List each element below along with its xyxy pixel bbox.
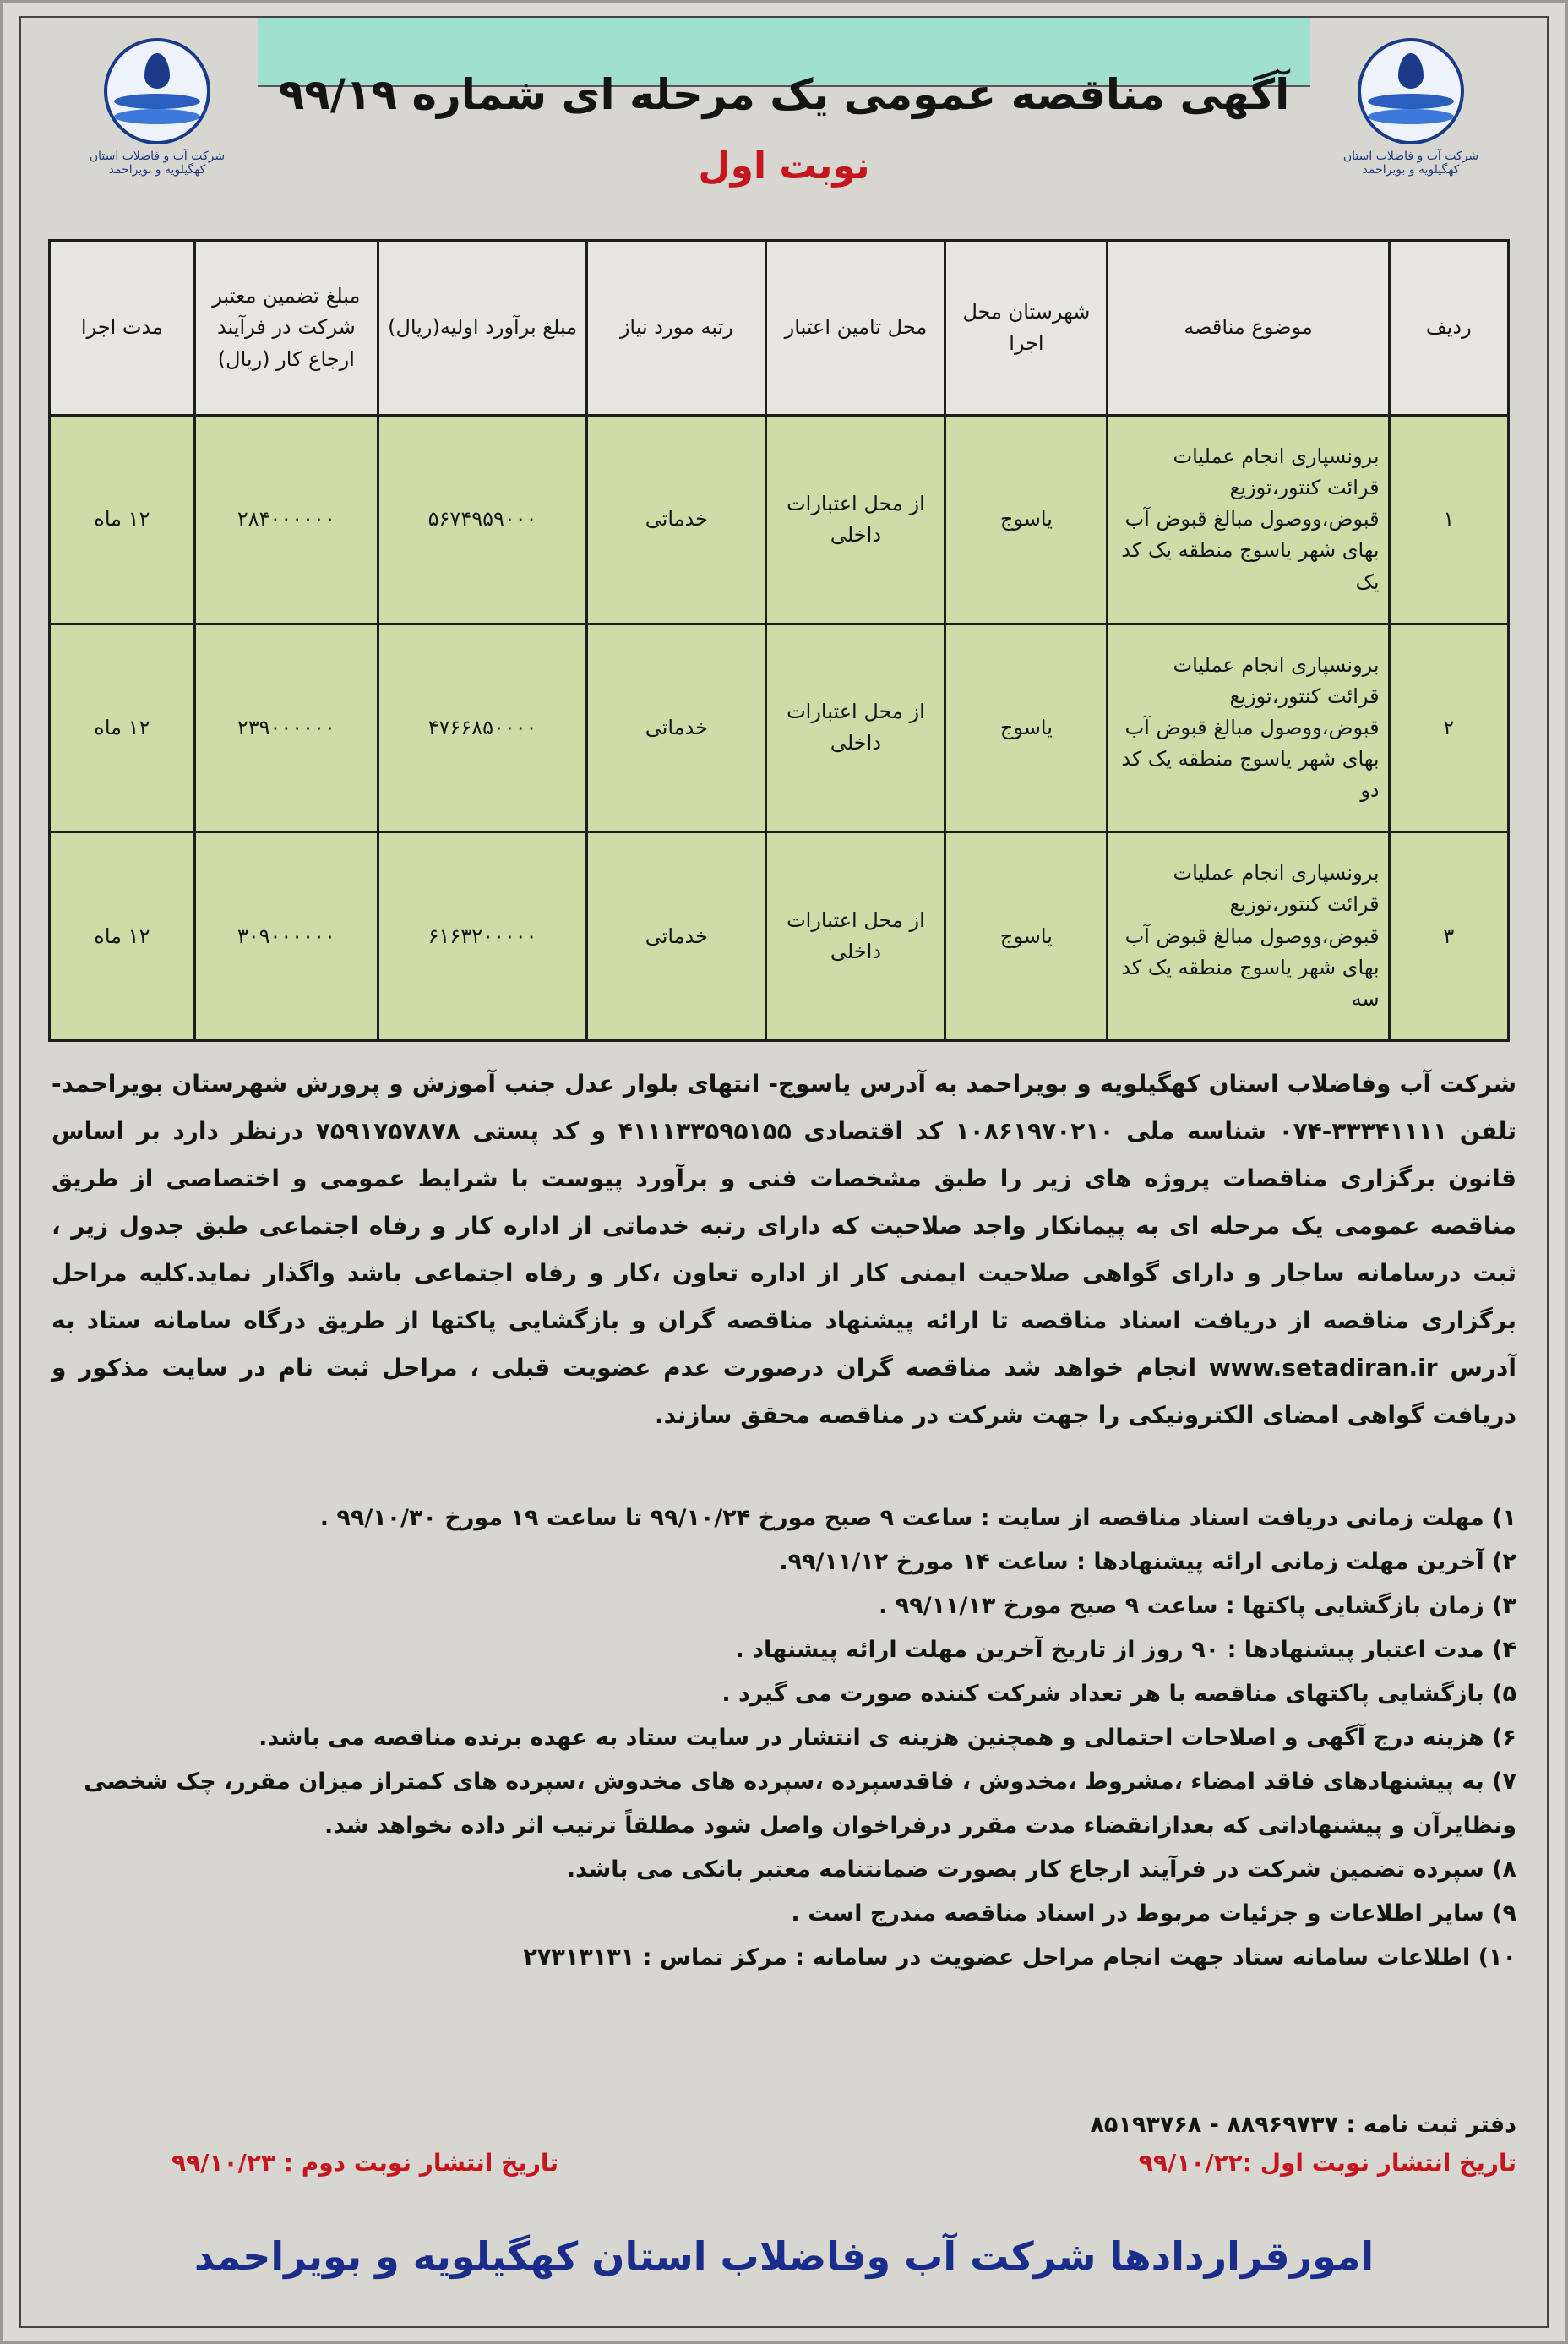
column-header: رتبه مورد نیاز [587, 241, 766, 416]
duration: ۱۲ ماه [50, 416, 195, 624]
tender-subject: برونسپاری انجام عملیات قرائت کنتور،توزیع قبوض،ووصول مبالغ قبوض آب بهای شهر یاسوج منطقه یک کد یک [1108, 416, 1389, 624]
list-item: ۶) هزینه درج آگهی و اصلاحات احتمالی و همچنین هزینه ی انتشار در سایت ستاد به عهده برنده مناقصه می باشد. [259, 1725, 1516, 1751]
column-header: ردیف [1389, 241, 1508, 416]
funding-source: از محل اعتبارات داخلی [766, 832, 945, 1041]
execution-city: یاسوج [945, 624, 1108, 832]
execution-city: یاسوج [945, 416, 1108, 624]
table-row [50, 416, 1509, 624]
water-logo-icon [104, 38, 210, 144]
tender-table [48, 239, 1510, 1042]
funding-source: از محل اعتبارات داخلی [766, 624, 945, 832]
tender-subject: برونسپاری انجام عملیات قرائت کنتور،توزیع قبوض،ووصول مبالغ قبوض آب بهای شهر یاسوج منطقه یک کد سه [1108, 832, 1389, 1041]
first-publication-date: تاریخ انتشار نوبت اول :۹۹/۱۰/۲۲ [1138, 2149, 1516, 2177]
guarantee-amount: ۲۸۴۰۰۰۰۰۰ [194, 416, 378, 624]
list-item: ۱) مهلت زمانی دریافت اسناد مناقصه از سایت : ساعت ۹ صبح مورخ ۹۹/۱۰/۲۴ تا ساعت ۱۹ مورخ ۹۹/۱۰/۳۰ . [319, 1505, 1516, 1531]
list-item: ۳) زمان بازگشایی پاکتها : ساعت ۹ صبح مورخ ۹۹/۱۱/۱۳ . [879, 1593, 1516, 1619]
list-item: ۵) بازگشایی پاکتهای مناقصه با هر تعداد شرکت کننده صورت می گیرد . [721, 1681, 1516, 1707]
column-header: مبلغ تضمین معتبر شرکت در فرآیند ارجاع کار (ریال) [194, 241, 378, 416]
company-logo-right [1331, 38, 1491, 177]
duration: ۱۲ ماه [50, 624, 195, 832]
required-rank: خدماتی [587, 624, 766, 832]
logo-caption-left: شرکت آب و فاضلاب استان کهگیلویه و بویراحمد [89, 150, 226, 177]
estimate-amount: ۴۷۶۶۸۵۰۰۰۰ [378, 624, 586, 832]
list-item: ۱۰) اطلاعات سامانه ستاد جهت انجام مراحل عضویت در سامانه : مرکز تماس : ۲۷۳۱۳۱۳۱ [523, 1944, 1516, 1971]
funding-source: از محل اعتبارات داخلی [766, 416, 945, 624]
column-header: مبلغ برآورد اولیه(ریال) [378, 241, 586, 416]
estimate-amount: ۵۶۷۴۹۵۹۰۰۰ [378, 416, 586, 624]
estimate-amount: ۶۱۶۳۲۰۰۰۰۰ [378, 832, 586, 1041]
footer-signature: امورقراردادها شرکت آب وفاضلاب استان کهگیلویه و بویراحمد [193, 2233, 1375, 2279]
ad-body-paragraph [52, 1060, 1516, 1439]
setad-url-link[interactable]: www.setadiran.ir [1208, 1354, 1438, 1382]
water-logo-icon [1358, 38, 1464, 144]
table-header-row [50, 241, 1509, 416]
list-item: ۲) آخرین مهلت زمانی ارائه پیشنهادها : ساعت ۱۴ مورخ ۹۹/۱۱/۱۲. [779, 1549, 1516, 1575]
column-header: مدت اجرا [50, 241, 195, 416]
ad-title: آگهی مناقصه عمومی یک مرحله ای شماره ۹۹/۱۹ [278, 70, 1290, 119]
execution-city: یاسوج [945, 832, 1108, 1041]
guarantee-amount: ۲۳۹۰۰۰۰۰۰ [194, 624, 378, 832]
list-item: ۹) سایر اطلاعات و جزئیات مربوط در اسناد مناقصه مندرج است . [791, 1900, 1516, 1927]
column-header: محل تامین اعتبار [766, 241, 945, 416]
company-logo-left [77, 38, 237, 177]
column-header: شهرستان محل اجرا [945, 241, 1108, 416]
list-item: ۷) به پیشنهادهای فاقد امضاء ،مشروط ،مخدوش ، فاقدسپرده ،سپرده های مخدوش ،سپرده های کمتراز میزان مقرر، چک شخصی ونظایرآن و پیشنهاداتی که بعدازانقضاء مدت مقرر درفراخوان واصل شود مطلقاً ترتیب اثر داده نخواهد شد. [84, 1769, 1516, 1839]
column-header: موضوع مناقصه [1108, 241, 1389, 416]
guarantee-amount: ۳۰۹۰۰۰۰۰۰ [194, 832, 378, 1041]
row-number: ۱ [1389, 416, 1508, 624]
second-publication-date: تاریخ انتشار نوبت دوم : ۹۹/۱۰/۲۳ [172, 2149, 558, 2177]
duration: ۱۲ ماه [50, 832, 195, 1041]
row-number: ۳ [1389, 832, 1508, 1041]
tender-subject: برونسپاری انجام عملیات قرائت کنتور،توزیع قبوض،ووصول مبالغ قبوض آب بهای شهر یاسوج منطقه یک کد دو [1108, 624, 1389, 832]
table-row [50, 832, 1509, 1041]
required-rank: خدماتی [587, 416, 766, 624]
intro-text: شرکت آب وفاضلاب استان کهگیلویه و بویراحمد به آدرس یاسوج- انتهای بلوار عدل جنب آموزش و پرورش شهرستان بویراحمد- تلفن ۳۳۳۴۱۱۱۱-۰۷۴ شناسه ملی ۱۰۸۶۱۹۷۰۲۱۰ کد اقتصادی ۴۱۱۱۳۳۵۹۵۱۵۵ و کد پستی ۷۵۹۱۷۵۷۸۷۸ درنظر دارد بر اساس قانون برگزاری مناقصات پروژه های زیر را طبق مشخصات فنی و برآورد پیوست با شرایط عمومی و اختصاصی از طریق مناقصه عمومی یک مرحله ای به پیمانکار واجد صلاحیت که دارای رتبه خدماتی از اداره کار و رفاه اجتماعی طبق جدول زیر ، ثبت درسامانه ساجار و دارای گواهی صلاحیت ایمنی کار از اداره تعاون ،کار و رفاه اجتماعی باشد واگذار نماید.کلیه مراحل برگزاری مناقصه از دریافت اسناد مناقصه تا ارائه پیشنهاد مناقصه گران و بازگشایی پاکتها از طریق درگاه سامانه ستاد به آدرس [52, 1070, 1517, 1382]
list-item: ۴) مدت اعتبار پیشنهادها : ۹۰ روز از تاریخ آخرین مهلت ارائه پیشنهاد . [735, 1637, 1516, 1663]
logo-caption-right: شرکت آب و فاضلاب استان کهگیلویه و بویراحمد [1342, 150, 1479, 177]
row-number: ۲ [1389, 624, 1508, 832]
table-row [50, 624, 1509, 832]
conditions-list [52, 1496, 1516, 1980]
required-rank: خدماتی [587, 832, 766, 1041]
registration-office: دفتر ثبت نامه : ۸۸۹۶۹۷۳۷ - ۸۵۱۹۳۷۶۸ [1090, 2112, 1516, 2138]
ad-subtitle: نوبت اول [698, 144, 870, 188]
intro-text-end: انجام خواهد شد مناقصه گران درصورت عدم عضویت قبلی ، مراحل ثبت نام در سایت مذکور و دریافت گواهی امضای الکترونیکی را جهت شرکت در مناقصه محقق سازند. [52, 1354, 1516, 1429]
list-item: ۸) سپرده تضمین شرکت در فرآیند ارجاع کار بصورت ضمانتنامه معتبر بانکی می باشد. [566, 1856, 1516, 1883]
